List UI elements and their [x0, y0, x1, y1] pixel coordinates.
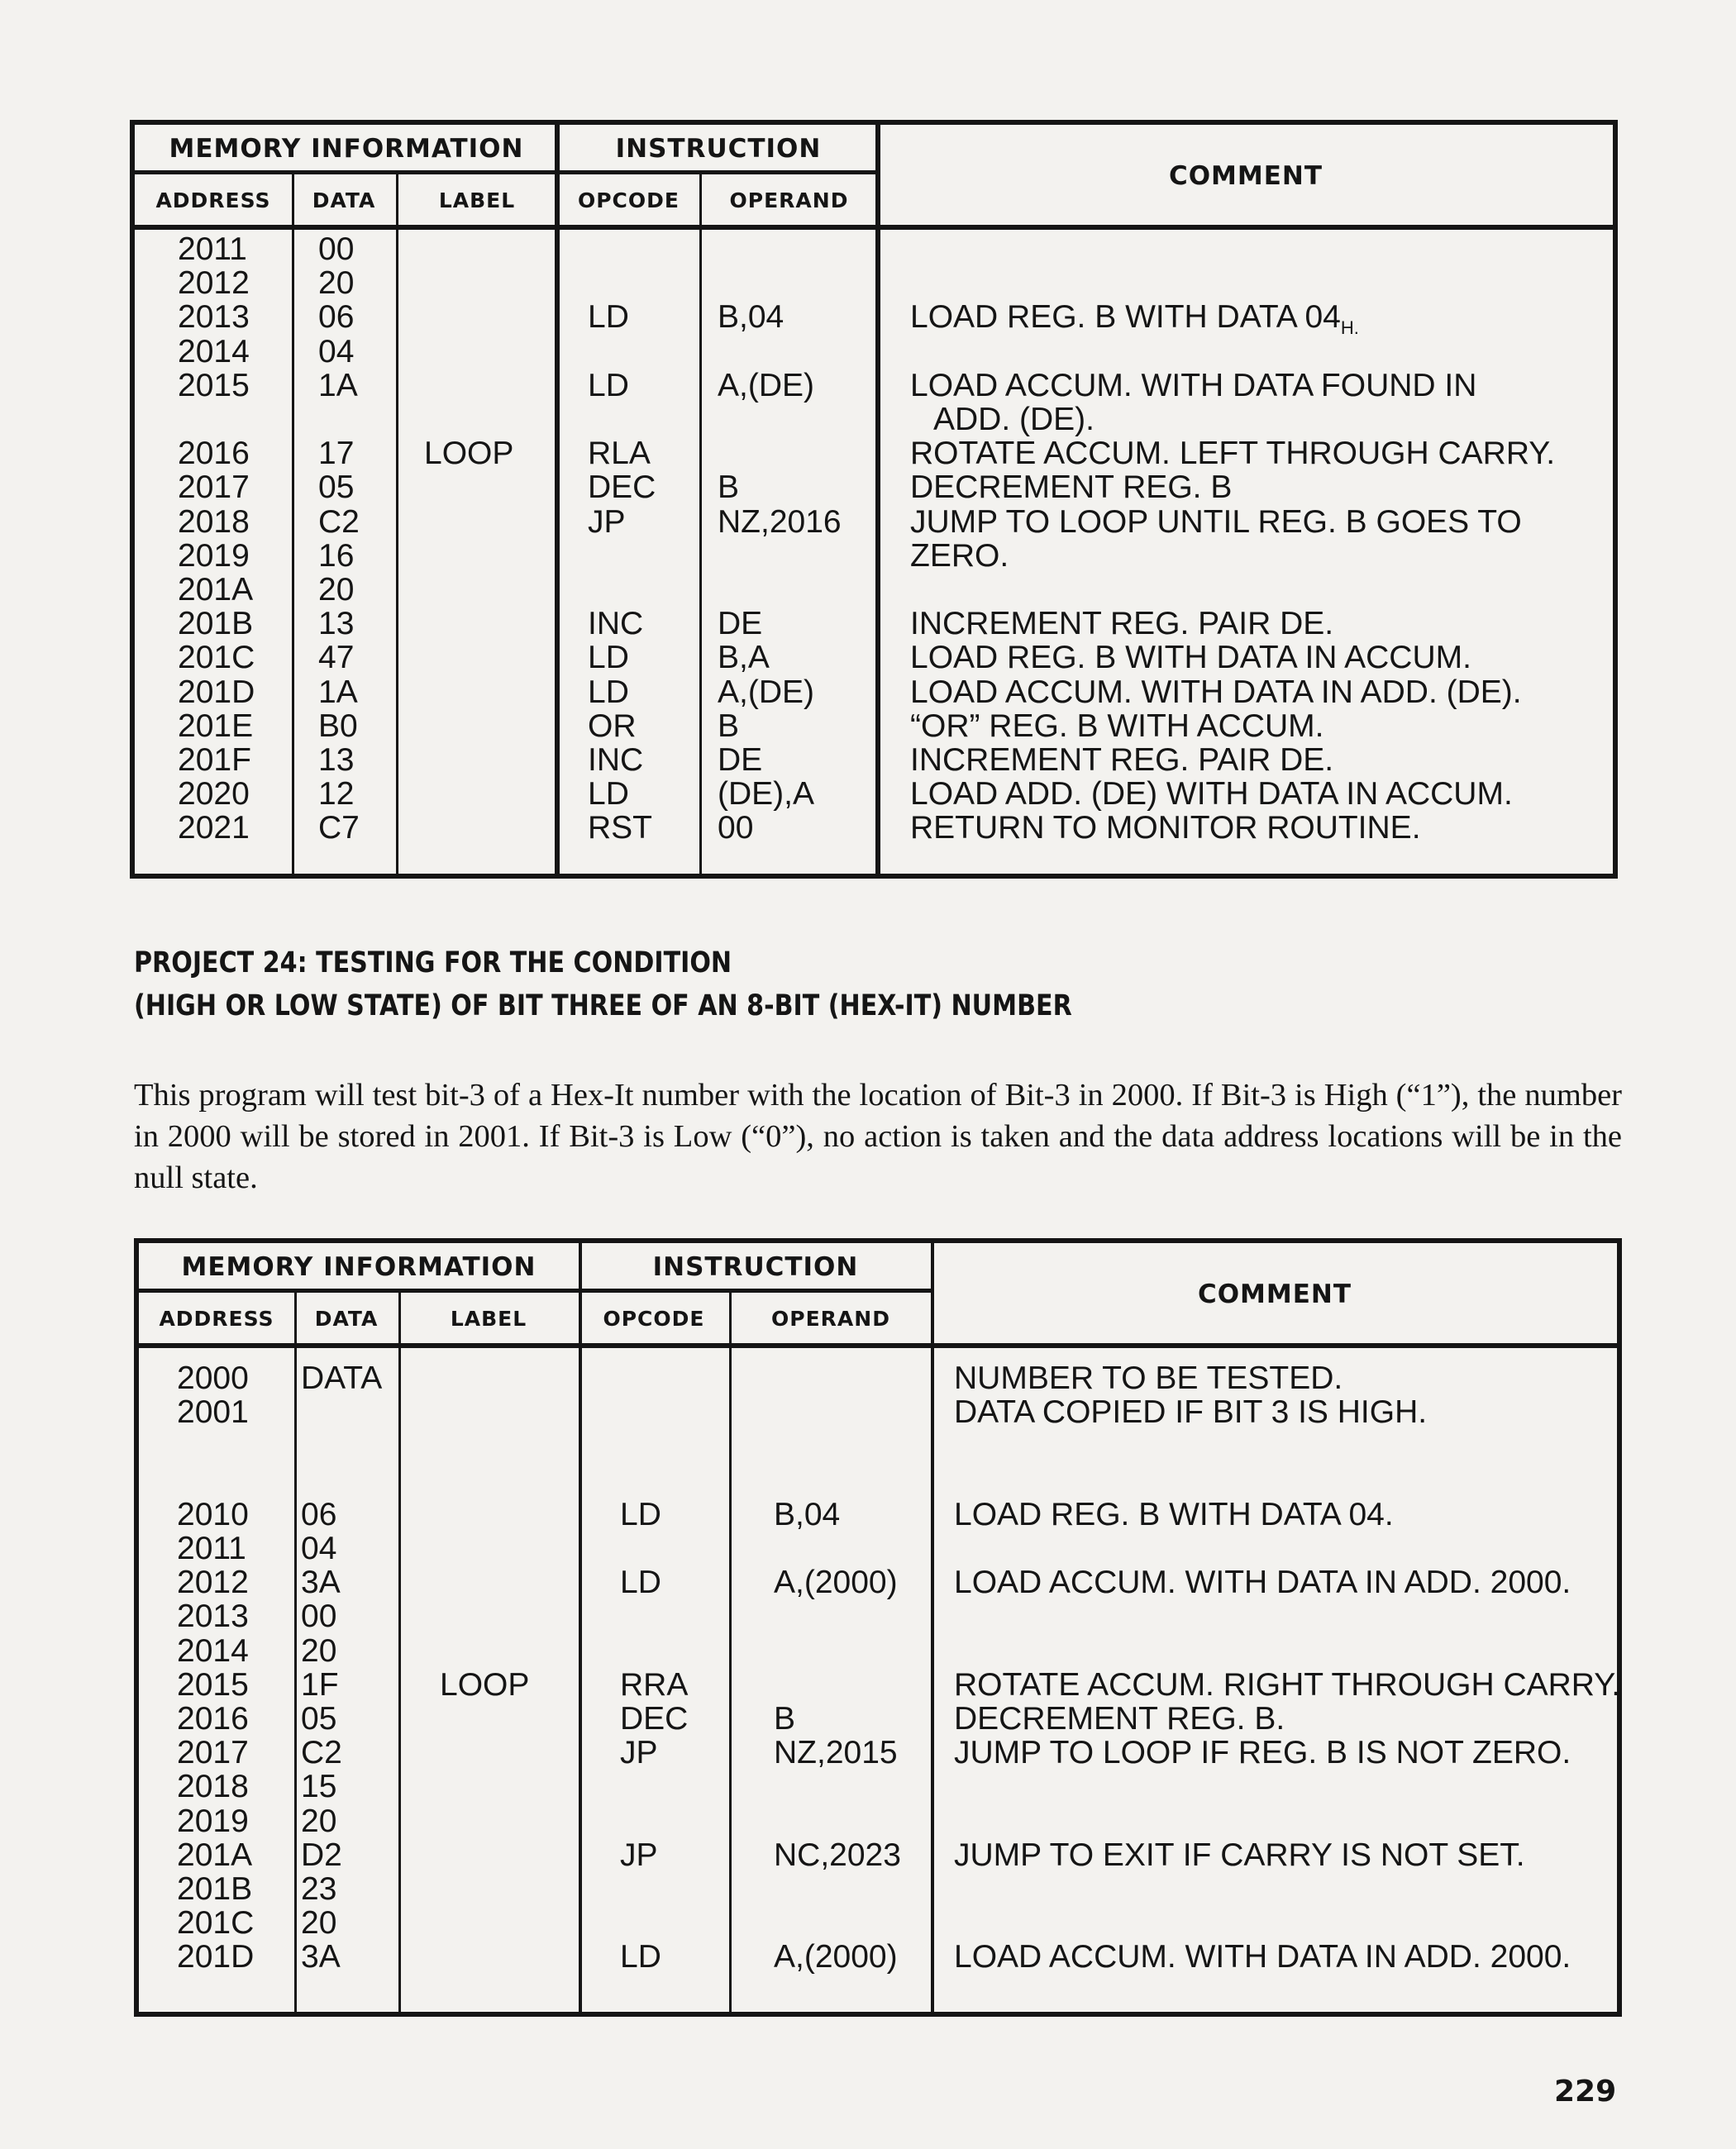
- address-cell: 2010: [177, 1496, 249, 1532]
- comment-header: COMMENT: [1197, 1279, 1352, 1309]
- address-cell: 201A: [178, 572, 254, 608]
- opcode-cell: LD: [620, 1565, 661, 1601]
- comment-cell: LOAD REG. B WITH DATA IN ACCUM.: [910, 640, 1471, 676]
- project-title-line-2: (HIGH OR LOW STATE) OF BIT THREE OF AN 8-BIT (HEX-IT) NUMBER: [134, 989, 1072, 1022]
- address-cell: 2014: [177, 1632, 249, 1669]
- column-divider: [555, 125, 560, 874]
- address-cell: 201D: [177, 1939, 255, 1975]
- opcode-cell: RRA: [620, 1666, 689, 1703]
- address-header: ADDRESS: [155, 188, 271, 212]
- data-cell: 06: [318, 299, 355, 336]
- address-cell: 2016: [177, 1701, 249, 1737]
- data-cell: 13: [318, 606, 355, 642]
- address-cell: 201E: [178, 708, 254, 744]
- opcode-cell: INC: [588, 742, 644, 778]
- comment-cell: JUMP TO LOOP IF REG. B IS NOT ZERO.: [954, 1735, 1571, 1771]
- operand-cell: DE: [718, 742, 763, 778]
- data-cell: 00: [301, 1599, 337, 1635]
- comment-cell: ROTATE ACCUM. LEFT THROUGH CARRY.: [910, 436, 1556, 472]
- comment-cell: JUMP TO LOOP UNTIL REG. B GOES TO: [910, 503, 1522, 540]
- address-cell: 201B: [177, 1871, 253, 1907]
- column-divider: [398, 1291, 401, 2012]
- operand-cell: NC,2023: [774, 1837, 901, 1873]
- operand-cell: B,04: [774, 1496, 841, 1532]
- memory-information-header: MEMORY INFORMATION: [169, 134, 524, 164]
- opcode-cell: JP: [620, 1837, 658, 1873]
- data-cell: 12: [318, 776, 355, 812]
- address-cell: 201C: [178, 640, 255, 676]
- header-bottom-line: [135, 225, 1613, 230]
- address-cell: 2013: [178, 299, 250, 336]
- address-cell: 201A: [177, 1837, 253, 1873]
- opcode-cell: LD: [588, 640, 629, 676]
- comment-cell: LOAD REG. B WITH DATA $04_{H.}$: [910, 299, 1359, 339]
- comment-cell: RETURN TO MONITOR ROUTINE.: [910, 810, 1421, 846]
- data-cell: 3A: [301, 1939, 341, 1975]
- operand-cell: NZ,2015: [774, 1735, 898, 1771]
- comment-cell: DECREMENT REG. B: [910, 469, 1233, 506]
- data-cell: C2: [318, 503, 360, 540]
- operand-cell: A,(DE): [718, 674, 814, 710]
- header-bottom-line: [139, 1343, 1617, 1348]
- operand-cell: A,(DE): [718, 367, 814, 403]
- data-cell: 04: [318, 333, 355, 369]
- data-cell: 1F: [301, 1666, 339, 1703]
- comment-header: COMMENT: [1168, 161, 1323, 191]
- address-cell: 2018: [178, 503, 250, 540]
- data-cell: 05: [318, 469, 355, 506]
- column-divider: [875, 125, 880, 874]
- data-header: DATA: [314, 1306, 379, 1331]
- data-cell: C2: [301, 1735, 342, 1771]
- column-divider: [579, 1243, 582, 2012]
- address-cell: 2020: [178, 776, 250, 812]
- data-cell: 05: [301, 1701, 337, 1737]
- comment-cell: LOAD REG. B WITH DATA 04.: [954, 1496, 1394, 1532]
- data-cell: 00: [318, 231, 355, 267]
- address-cell: 201F: [178, 742, 251, 778]
- column-divider: [729, 1291, 732, 2012]
- address-cell: 2012: [178, 265, 250, 302]
- operand-header: OPERAND: [771, 1306, 890, 1331]
- opcode-cell: INC: [588, 606, 644, 642]
- page-number: 229: [1554, 2075, 1617, 2108]
- operand-cell: B: [718, 469, 740, 506]
- opcode-cell: LD: [620, 1496, 661, 1532]
- operand-cell: B: [718, 708, 740, 744]
- instruction-header: INSTRUCTION: [652, 1252, 859, 1282]
- opcode-cell: LD: [588, 367, 629, 403]
- header-divider: [135, 170, 879, 174]
- opcode-cell: JP: [588, 503, 626, 540]
- data-cell: 47: [318, 640, 355, 676]
- address-cell: 2016: [178, 436, 250, 472]
- comment-cell: NUMBER TO BE TESTED.: [954, 1360, 1343, 1396]
- data-cell: 20: [318, 265, 355, 302]
- operand-cell: B,A: [718, 640, 770, 676]
- data-cell: C7: [318, 810, 360, 846]
- address-cell: 2012: [177, 1565, 249, 1601]
- opcode-cell: LD: [588, 674, 629, 710]
- operand-cell: NZ,2016: [718, 503, 842, 540]
- operand-header: OPERAND: [729, 188, 849, 212]
- address-cell: 2000: [177, 1360, 249, 1396]
- project-title-line-1: PROJECT 24: TESTING FOR THE CONDITION: [134, 946, 732, 979]
- opcode-cell: LD: [620, 1939, 661, 1975]
- comment-cell: INCREMENT REG. PAIR DE.: [910, 606, 1334, 642]
- comment-cell: LOAD ADD. (DE) WITH DATA IN ACCUM.: [910, 776, 1513, 812]
- column-divider: [292, 173, 294, 874]
- address-cell: 2017: [177, 1735, 249, 1771]
- comment-cell: DECREMENT REG. B.: [954, 1701, 1285, 1737]
- data-cell: 23: [301, 1871, 337, 1907]
- opcode-cell: RST: [588, 810, 652, 846]
- data-cell: 04: [301, 1531, 337, 1566]
- label-header: LABEL: [438, 188, 516, 212]
- operand-cell: DE: [718, 606, 763, 642]
- address-cell: 2021: [178, 810, 250, 846]
- comment-cell: “OR” REG. B WITH ACCUM.: [910, 708, 1324, 744]
- comment-cell: ADD. (DE).: [933, 402, 1095, 437]
- column-divider: [396, 173, 398, 874]
- address-cell: 2015: [178, 367, 250, 403]
- data-cell: 17: [318, 436, 355, 472]
- comment-cell: LOAD ACCUM. WITH DATA FOUND IN: [910, 367, 1477, 403]
- address-cell: 201C: [177, 1905, 255, 1942]
- data-cell: 1A: [318, 367, 358, 403]
- opcode-cell: LD: [588, 776, 629, 812]
- address-cell: 201D: [178, 674, 255, 710]
- comment-cell: JUMP TO EXIT IF CARRY IS NOT SET.: [954, 1837, 1525, 1873]
- address-cell: 2017: [178, 469, 250, 506]
- address-cell: 2014: [178, 333, 250, 369]
- data-header: DATA: [312, 188, 376, 212]
- data-cell: B0: [318, 708, 358, 744]
- address-cell: 2013: [177, 1599, 249, 1635]
- comment-cell: LOAD ACCUM. WITH DATA IN ADD. (DE).: [910, 674, 1522, 710]
- data-cell: 20: [301, 1803, 337, 1839]
- opcode-header: OPCODE: [603, 1306, 705, 1331]
- column-divider: [931, 1243, 934, 2012]
- instruction-header: INSTRUCTION: [615, 134, 822, 164]
- data-cell: 13: [318, 742, 355, 778]
- operand-cell: 00: [718, 810, 754, 846]
- opcode-cell: DEC: [620, 1701, 689, 1737]
- opcode-cell: LD: [588, 299, 629, 336]
- label-cell: LOOP: [440, 1666, 530, 1703]
- address-cell: 2001: [177, 1394, 249, 1431]
- column-divider: [294, 1291, 297, 2012]
- address-cell: 2019: [177, 1803, 249, 1839]
- data-cell: 16: [318, 537, 355, 574]
- data-cell: D2: [301, 1837, 342, 1873]
- project-description: This program will test bit-3 of a Hex-It number with the location of Bit-3 in 2000. If Bit-3 is High (“1”), the number in 2000 will be stored in 2001. If Bit-3 is Low (“0”), no action is taken and the data address locations will be in the null state.: [134, 1078, 1622, 1195]
- operand-cell: B,04: [718, 299, 785, 336]
- address-cell: 201B: [178, 606, 254, 642]
- column-divider: [699, 173, 702, 874]
- address-cell: 2011: [178, 231, 247, 267]
- label-header: LABEL: [450, 1306, 527, 1331]
- data-cell: 3A: [301, 1565, 341, 1601]
- opcode-cell: RLA: [588, 436, 651, 472]
- operand-cell: (DE),A: [718, 776, 814, 812]
- comment-cell: LOAD ACCUM. WITH DATA IN ADD. 2000.: [954, 1939, 1571, 1975]
- opcode-cell: JP: [620, 1735, 658, 1771]
- operand-cell: B: [774, 1701, 796, 1737]
- memory-table-2: [134, 1238, 1622, 2017]
- address-cell: 2015: [177, 1666, 249, 1703]
- address-header: ADDRESS: [159, 1306, 274, 1331]
- data-cell: 20: [318, 572, 355, 608]
- opcode-cell: DEC: [588, 469, 656, 506]
- data-cell: DATA: [301, 1360, 383, 1396]
- data-cell: 20: [301, 1905, 337, 1942]
- data-cell: 20: [301, 1632, 337, 1669]
- comment-cell: INCREMENT REG. PAIR DE.: [910, 742, 1334, 778]
- address-cell: 2018: [177, 1769, 249, 1805]
- memory-information-header: MEMORY INFORMATION: [181, 1252, 537, 1282]
- comment-cell: LOAD ACCUM. WITH DATA IN ADD. 2000.: [954, 1565, 1571, 1601]
- operand-cell: A,(2000): [774, 1939, 898, 1975]
- label-cell: LOOP: [424, 436, 514, 472]
- comment-cell: ROTATE ACCUM. RIGHT THROUGH CARRY.: [954, 1666, 1621, 1703]
- opcode-header: OPCODE: [577, 188, 680, 212]
- comment-cell: ZERO.: [910, 537, 1009, 574]
- address-cell: 2011: [177, 1531, 246, 1566]
- data-cell: 1A: [318, 674, 358, 710]
- operand-cell: A,(2000): [774, 1565, 898, 1601]
- opcode-cell: OR: [588, 708, 637, 744]
- comment-cell: DATA COPIED IF BIT 3 IS HIGH.: [954, 1394, 1428, 1431]
- header-divider: [139, 1289, 932, 1293]
- address-cell: 2019: [178, 537, 250, 574]
- data-cell: 15: [301, 1769, 337, 1805]
- data-cell: 06: [301, 1496, 337, 1532]
- subscript: H.: [1340, 317, 1359, 339]
- memory-table-1: [130, 120, 1618, 879]
